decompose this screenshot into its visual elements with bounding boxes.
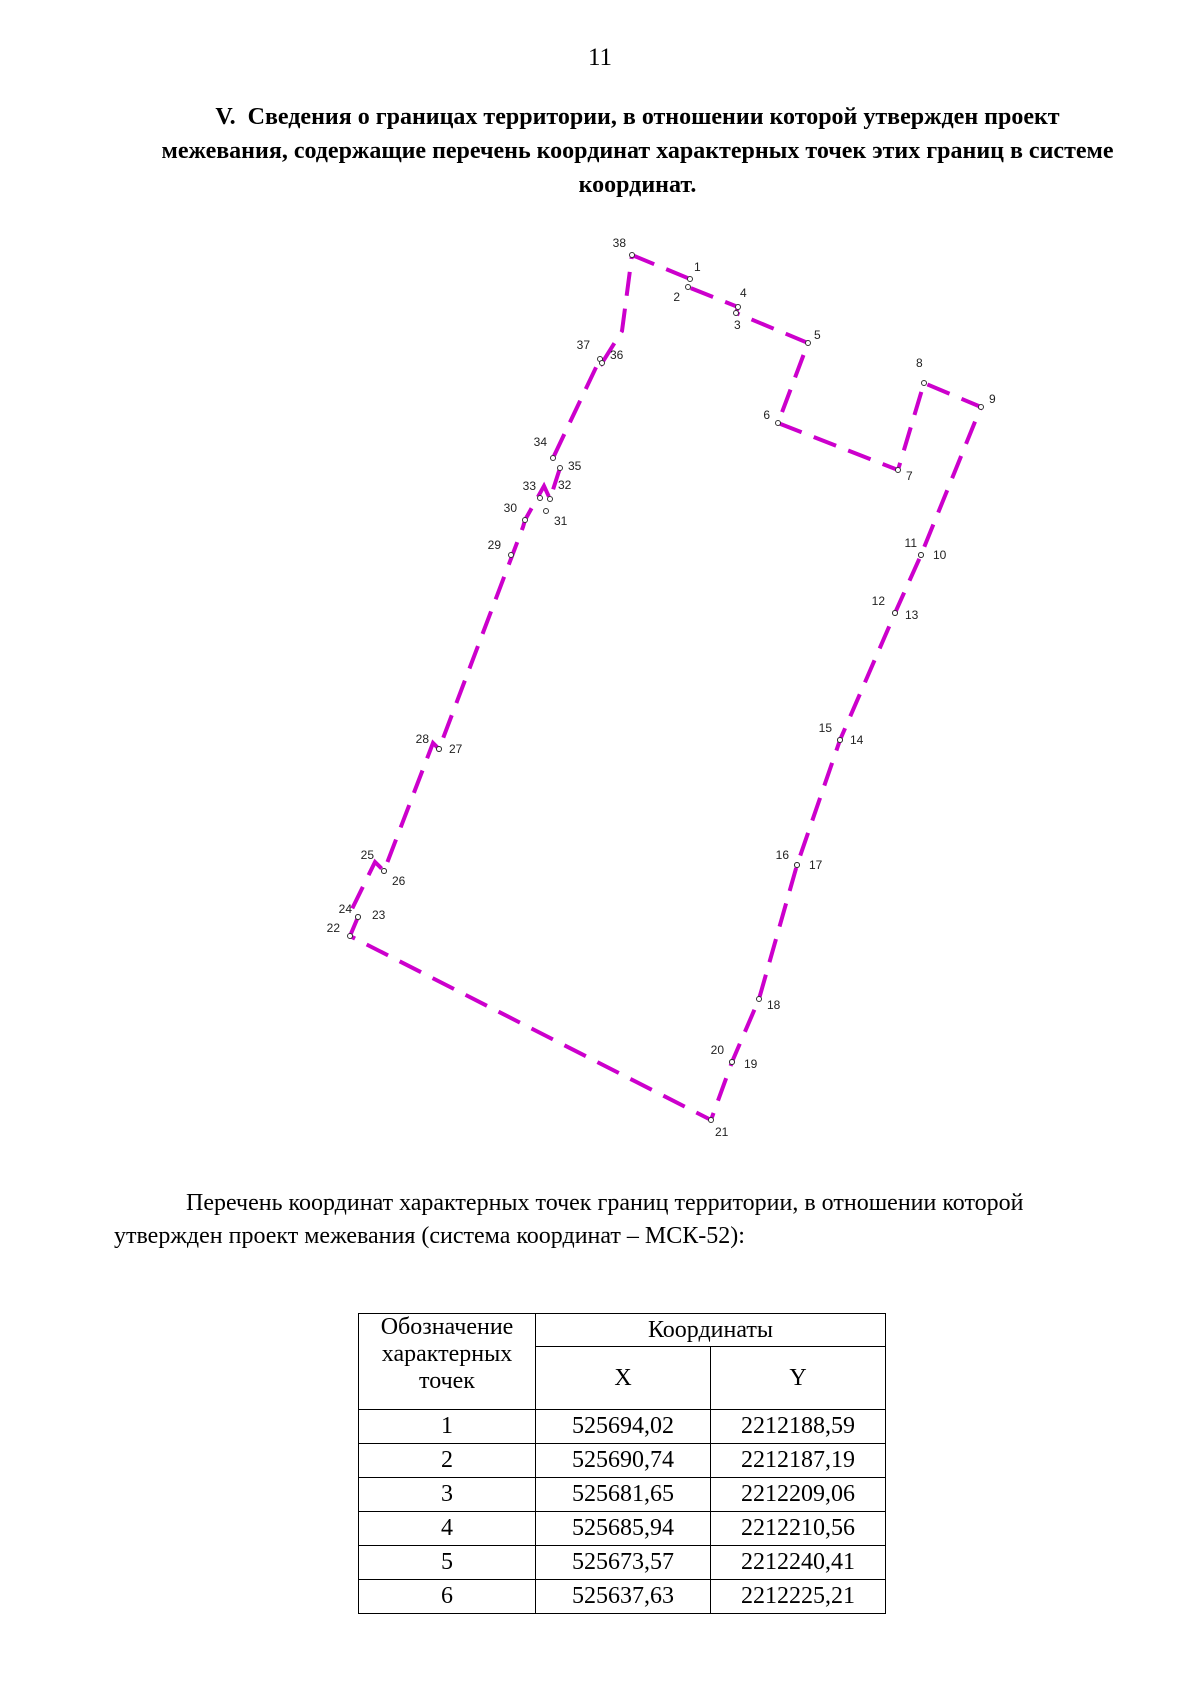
boundary-point-marker (838, 738, 843, 743)
boundary-point-marker (922, 381, 927, 386)
point-labels (327, 236, 996, 1139)
boundary-point-marker (734, 311, 739, 316)
boundary-point-label: 35 (568, 459, 582, 473)
boundary-point-marker (686, 285, 691, 290)
cell-y: 2212188,59 (711, 1410, 886, 1444)
boundary-point-label: 7 (906, 469, 913, 483)
table-row (359, 1580, 886, 1614)
boundary-point-label: 33 (522, 479, 536, 493)
boundary-point-marker (709, 1118, 714, 1123)
table-row (359, 1444, 886, 1478)
boundary-point-label: 10 (933, 548, 947, 562)
boundary-point-label: 26 (392, 874, 406, 888)
boundary-point-label: 20 (710, 1043, 724, 1057)
boundary-point-label: 28 (415, 732, 429, 746)
boundary-point-label: 1 (694, 260, 701, 274)
cell-y: 2212209,06 (711, 1478, 886, 1512)
boundary-point-label: 8 (916, 356, 923, 370)
boundary-point-label: 12 (871, 594, 885, 608)
coordinates-table (358, 1313, 886, 1614)
boundary-point-label: 24 (338, 902, 352, 916)
cell-point: 4 (359, 1512, 536, 1546)
boundary-point-marker (437, 747, 442, 752)
boundary-point-marker (919, 553, 924, 558)
cell-point: 5 (359, 1546, 536, 1580)
table-row (359, 1478, 886, 1512)
boundary-point-marker (893, 611, 898, 616)
cell-point: 6 (359, 1580, 536, 1614)
boundary-point-marker (348, 934, 353, 939)
boundary-point-marker (806, 341, 811, 346)
boundary-point-marker (551, 456, 556, 461)
boundary-point-label: 15 (818, 721, 832, 735)
boundary-point-label: 16 (775, 848, 789, 862)
boundary-point-label: 14 (850, 733, 864, 747)
table-row (359, 1410, 886, 1444)
boundary-point-marker (757, 997, 762, 1002)
boundary-point-label: 3 (734, 318, 741, 332)
coordinates-description: Перечень координат характерных точек границ территории, в отношении которой утвержден проект межевания (система координат – МСК-52): (114, 1190, 1024, 1249)
cell-point: 3 (359, 1478, 536, 1512)
cell-y: 2212240,41 (711, 1546, 886, 1580)
boundary-point-marker (630, 253, 635, 258)
boundary-point-marker (979, 405, 984, 410)
boundary-point-label: 18 (767, 998, 781, 1012)
boundary-polyline (350, 255, 981, 1120)
boundary-point-marker (382, 869, 387, 874)
section-number: V. (215, 104, 236, 130)
header-point: Обозначение характерных точек (359, 1314, 536, 1410)
boundary-point-marker (558, 466, 563, 471)
boundary-point-label: 37 (576, 338, 590, 352)
boundary-point-marker (730, 1060, 735, 1065)
section-title-text: Сведения о границах территории, в отношении которой утвержден проект межевания, содержащие перечень координат характерных точек этих границ в системе координат. (161, 104, 1114, 198)
header-coordinates: Координаты (536, 1314, 886, 1347)
cell-x: 525690,74 (536, 1444, 711, 1478)
boundary-point-label: 11 (904, 536, 917, 550)
boundary-point-label: 25 (360, 848, 374, 862)
boundary-point-label: 22 (326, 921, 340, 935)
boundary-point-marker (548, 497, 553, 502)
boundary-point-label: 32 (558, 478, 572, 492)
table-row (359, 1546, 886, 1580)
table-row (359, 1512, 886, 1546)
boundary-point-marker (896, 468, 901, 473)
header-y: Y (711, 1347, 886, 1410)
boundary-point-label: 5 (814, 328, 821, 342)
cell-y: 2212225,21 (711, 1580, 886, 1614)
cell-x: 525694,02 (536, 1410, 711, 1444)
boundary-point-marker (523, 518, 528, 523)
boundary-point-marker (509, 553, 514, 558)
cell-x: 525673,57 (536, 1546, 711, 1580)
boundary-point-label: 34 (533, 435, 547, 449)
boundary-point-marker (688, 277, 693, 282)
cell-point: 2 (359, 1444, 536, 1478)
boundary-point-marker (356, 915, 361, 920)
boundary-point-label: 6 (763, 408, 770, 422)
cell-y: 2212210,56 (711, 1512, 886, 1546)
boundary-point-label: 4 (740, 286, 747, 300)
boundary-point-label: 9 (989, 392, 996, 406)
cell-x: 525681,65 (536, 1478, 711, 1512)
section-title (150, 100, 1125, 202)
boundary-point-label: 31 (554, 514, 568, 528)
boundary-point-label: 23 (372, 908, 386, 922)
boundary-point-label: 27 (449, 742, 463, 756)
boundary-point-marker (600, 361, 605, 366)
boundary-point-label: 29 (487, 538, 501, 552)
boundary-point-label: 2 (673, 290, 680, 304)
boundary-point-marker (776, 421, 781, 426)
header-x: X (536, 1347, 711, 1410)
cell-point: 1 (359, 1410, 536, 1444)
boundary-point-label: 38 (612, 236, 626, 250)
page-number: 11 (587, 44, 613, 71)
boundary-point-marker (538, 496, 543, 501)
cell-x: 525637,63 (536, 1580, 711, 1614)
boundary-point-label: 13 (905, 608, 919, 622)
boundary-point-label: 30 (503, 501, 517, 515)
boundary-point-marker (795, 863, 800, 868)
boundary-point-marker (544, 509, 549, 514)
boundary-scheme (300, 225, 1020, 1139)
boundary-point-label: 36 (610, 348, 624, 362)
cell-y: 2212187,19 (711, 1444, 886, 1478)
boundary-point-label: 21 (715, 1125, 729, 1139)
boundary-point-label: 19 (744, 1057, 758, 1071)
cell-x: 525685,94 (536, 1512, 711, 1546)
boundary-point-marker (736, 305, 741, 310)
boundary-point-label: 17 (809, 858, 823, 872)
